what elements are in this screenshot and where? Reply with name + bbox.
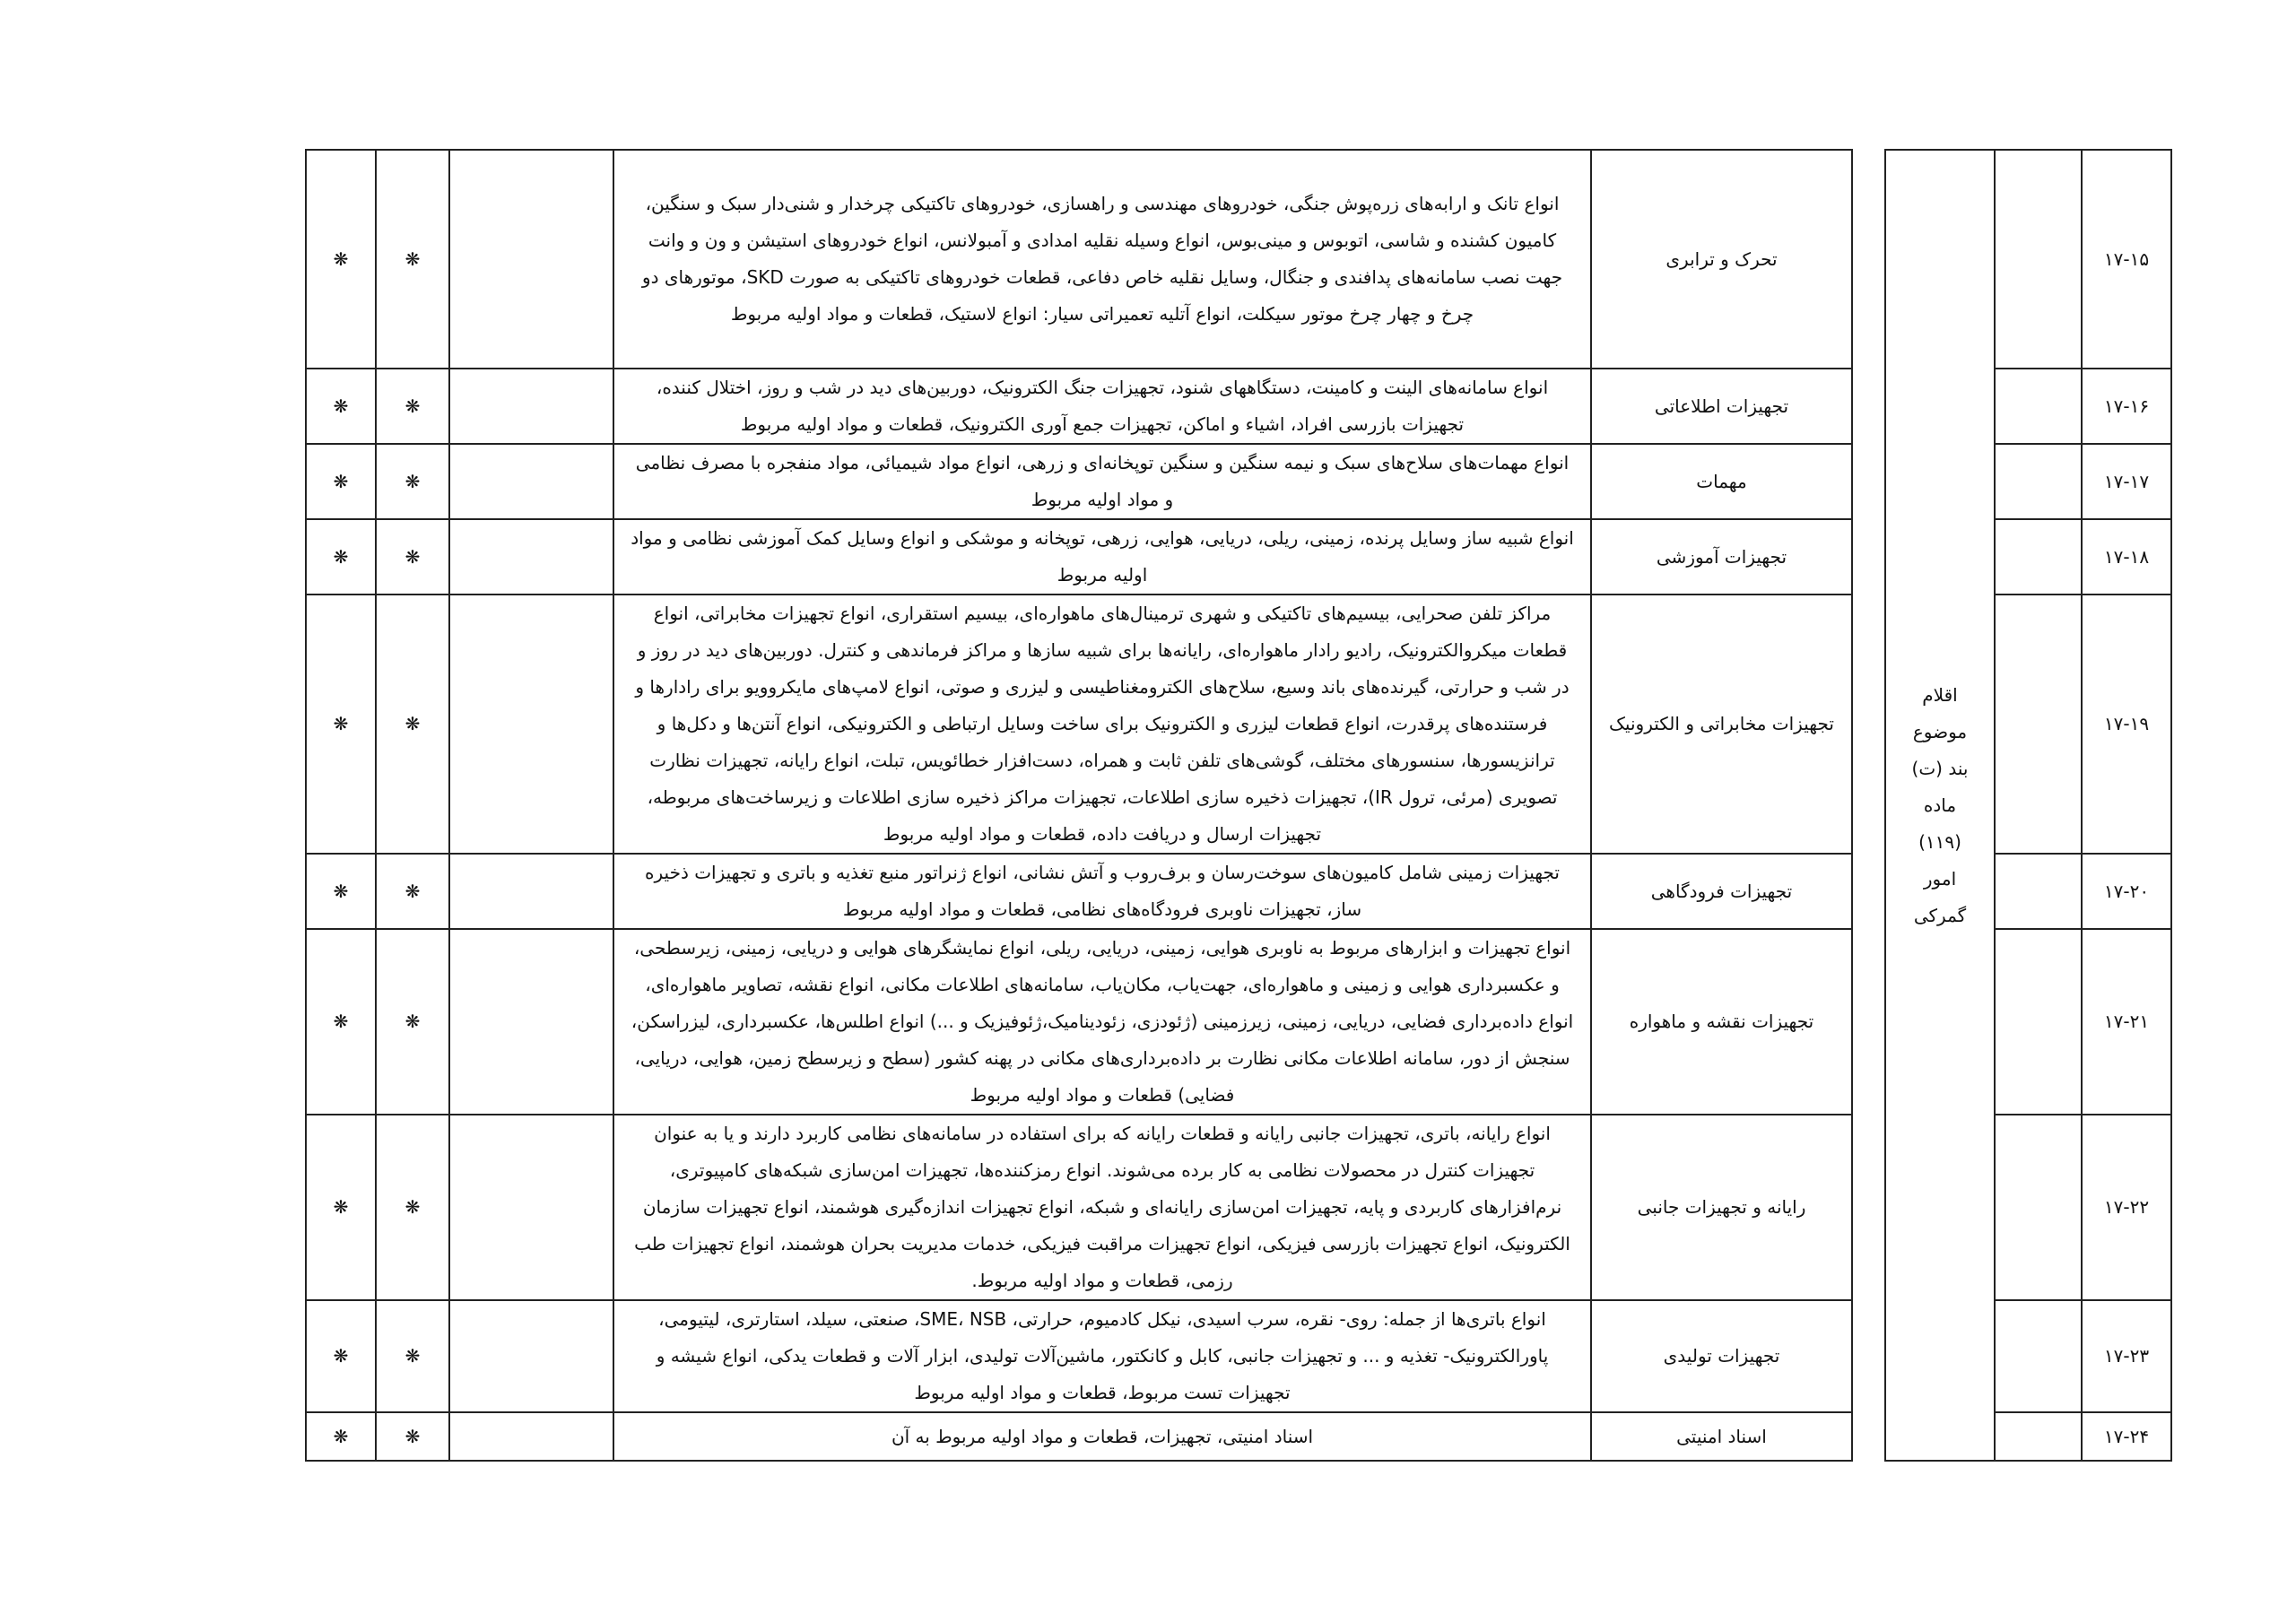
empty-cell bbox=[1995, 444, 2082, 519]
item-title: رایانه و تجهیزات جانبی bbox=[1591, 1115, 1852, 1300]
item-title: تجهیزات آموزشی bbox=[1591, 519, 1852, 595]
item-title: تجهیزات اطلاعاتی bbox=[1591, 369, 1852, 444]
star-mark: ❋ bbox=[306, 1115, 376, 1300]
star-mark: ❋ bbox=[376, 444, 449, 519]
star-mark: ❋ bbox=[306, 150, 376, 369]
empty-cell bbox=[1995, 519, 2082, 595]
star-mark: ❋ bbox=[376, 150, 449, 369]
empty-cell bbox=[449, 1412, 613, 1461]
item-description: تجهیزات زمینی شامل کامیون‌های سوخت‌رسان و برف‌روب و آتش نشانی، انواع ژنراتور منبع تغذیه و باتری و تجهیزات ذخیره ساز، تجهیزات ناوبری فرودگاه‌های نظامی، قطعات و مواد اولیه مربوط bbox=[613, 854, 1591, 929]
item-title: تحرک و ترابری bbox=[1591, 150, 1852, 369]
empty-cell bbox=[449, 1300, 613, 1412]
empty-cell bbox=[1995, 150, 2082, 369]
empty-cell bbox=[1995, 1412, 2082, 1461]
item-description: انواع رایانه، باتری، تجهیزات جانبی رایانه و قطعات رایانه که برای استفاده در سامانه‌های نظامی کاربرد دارند و یا به عنوان تجهیزات کنترل در محصولات نظامی به کار برده می‌شوند. انواع رمزکننده‌ها، تجهیزات امن‌سازی شبکه‌های کامپیوتری، نرم‌افزارهای کاربردی و پایه، تجهیزات امن‌سازی رایانه‌ای و شبکه، انواع تجهیزات اندازه‌گیری هوشمند، انواع تجهیزات سازمان الکترونیک، انواع تجهیزات بازرسی فیزیکی، انواع تجهیزات مراقبت فیزیکی، خدمات مدیریت بحران هوشمند، انواع تجهیزات طب رزمی، قطعات و مواد اولیه مربوط. bbox=[613, 1115, 1591, 1300]
item-title: تجهیزات تولیدی bbox=[1591, 1300, 1852, 1412]
star-mark: ❋ bbox=[306, 1412, 376, 1461]
item-description: اسناد امنیتی، تجهیزات، قطعات و مواد اولیه مربوط به آن bbox=[613, 1412, 1591, 1461]
item-description: انواع تانک و ارابه‌های زره‌پوش جنگی، خودروهای مهندسی و راهسازی، خودروهای تاکتیکی چرخدار و شنی‌دار سبک و سنگین، کامیون کشنده و شاسی، اتوبوس و مینی‌بوس، انواع وسیله نقلیه امدادی و آمبولانس، انواع خودروهای استیشن و ون و وانت جهت نصب سامانه‌های پدافندی و جنگال، وسایل نقلیه خاص دفاعی، قطعات خودروهای تاکتیکی به صورت SKD، موتورهای دو چرخ و چهار چرخ موتور سیکلت، انواع آتلیه تعمیراتی سیار: انواع لاستیک، قطعات و مواد اولیه مربوط bbox=[613, 150, 1591, 369]
star-mark: ❋ bbox=[306, 444, 376, 519]
empty-cell bbox=[1995, 369, 2082, 444]
empty-cell bbox=[449, 519, 613, 595]
empty-cell bbox=[449, 1115, 613, 1300]
row-number: ۱۷-۱۵ bbox=[2082, 150, 2171, 369]
row-number: ۱۷-۱۶ bbox=[2082, 369, 2171, 444]
star-mark: ❋ bbox=[376, 369, 449, 444]
item-title: اسناد امنیتی bbox=[1591, 1412, 1852, 1461]
row-number: ۱۷-۱۸ bbox=[2082, 519, 2171, 595]
star-mark: ❋ bbox=[306, 1300, 376, 1412]
row-number: ۱۷-۱۹ bbox=[2082, 595, 2171, 854]
empty-cell bbox=[449, 929, 613, 1115]
star-mark: ❋ bbox=[376, 1115, 449, 1300]
row-number: ۱۷-۱۷ bbox=[2082, 444, 2171, 519]
item-description: انواع تجهیزات و ابزارهای مربوط به ناوبری هوایی، زمینی، دریایی، ریلی، انواع نمایشگرهای هوایی و دریایی، زمینی، زیرسطحی، و عکسبرداری هوایی و زمینی و ماهواره‌ای، جهت‌یاب، مکان‌یاب، سامانه‌های اطلاعات مکانی، انواع نقشه، تصاویر ماهواره‌ای، انواع داده‌برداری فضایی، دریایی، زمینی، زیرزمینی (ژئودزی، زئودینامیک،ژئوفیزیک و ...) انواع اطلس‌ها، عکسبرداری، لیزراسکن، سنجش از دور، سامانه اطلاعات مکانی نظارت بر داده‌برداری‌های مکانی در پهنه کشور (سطح و زیرسطح زمین، هوایی، دریایی، فضایی) قطعات و مواد اولیه مربوط bbox=[613, 929, 1591, 1115]
empty-cell bbox=[449, 444, 613, 519]
items-table bbox=[305, 149, 2172, 1462]
item-description: انواع شبیه ساز وسایل پرنده، زمینی، ریلی، دریایی، هوایی، زرهی، توپخانه و موشکی و انواع وسایل کمک آموزشی نظامی و مواد اولیه مربوط bbox=[613, 519, 1591, 595]
item-title: تجهیزات نقشه و ماهواره bbox=[1591, 929, 1852, 1115]
row-number: ۱۷-۲۳ bbox=[2082, 1300, 2171, 1412]
empty-cell bbox=[1995, 595, 2082, 854]
star-mark: ❋ bbox=[306, 929, 376, 1115]
row-number: ۱۷-۲۴ bbox=[2082, 1412, 2171, 1461]
empty-cell bbox=[1995, 854, 2082, 929]
empty-cell bbox=[449, 369, 613, 444]
star-mark: ❋ bbox=[376, 595, 449, 854]
gap-column bbox=[1852, 150, 1885, 1461]
empty-cell bbox=[1995, 1300, 2082, 1412]
row-number: ۱۷-۲۲ bbox=[2082, 1115, 2171, 1300]
star-mark: ❋ bbox=[376, 854, 449, 929]
item-description: انواع مهمات‌های سلاح‌های سبک و نیمه سنگین و سنگین توپخانه‌ای و زرهی، انواع مواد شیمیائی، مواد منفجره با مصرف نظامی و مواد اولیه مربوط bbox=[613, 444, 1591, 519]
item-description: انواع سامانه‌های الینت و کامینت، دستگاههای شنود، تجهیزات جنگ الکترونیک، دوربین‌های دید در شب و روز، اختلال کننده، تجهیزات بازرسی افراد، اشیاء و اماکن، تجهیزات جمع آوری الکترونیک، قطعات و مواد اولیه مربوط bbox=[613, 369, 1591, 444]
star-mark: ❋ bbox=[306, 595, 376, 854]
star-mark: ❋ bbox=[306, 519, 376, 595]
star-mark: ❋ bbox=[376, 929, 449, 1115]
item-description: مراکز تلفن صحرایی، بیسیم‌های تاکتیکی و شهری ترمینال‌های ماهواره‌ای، بیسیم استقراری، انواع تجهیزات مخابراتی، انواع قطعات میکروالکترونیک، رادیو رادار ماهواره‌ای، رایانه‌ها برای شبیه سازها و مراکز فرماندهی و کنترل. دوربین‌های دید در روز و در شب و حرارتی، گیرنده‌های باند وسیع، سلاح‌های الکترومغناطیسی و لیزری و صوتی، انواع لامپ‌های مایکروویو برای رادارها و فرستنده‌های پرقدرت، انواع قطعات لیزری و الکترونیک برای ساخت وسایل ارتباطی و الکترونیکی، انواع آنتن‌ها و دکل‌ها و ترانزیسورها، سنسورهای مختلف، گوشی‌های تلفن ثابت و همراه، دست‌افزار خطائویس، تبلت، انواع رایانه، تجهیزات نظارت تصویری (مرئی، ترول IR)، تجهیزات ذخیره سازی اطلاعات، تجهیزات مراکز ذخیره سازی اطلاعات و زیرساخت‌های مربوطه، تجهیزات ارسال و دریافت داده، قطعات و مواد اولیه مربوط bbox=[613, 595, 1591, 854]
empty-cell bbox=[449, 595, 613, 854]
empty-cell bbox=[449, 854, 613, 929]
empty-cell bbox=[1995, 929, 2082, 1115]
item-title: تجهیزات فرودگاهی bbox=[1591, 854, 1852, 929]
star-mark: ❋ bbox=[376, 1300, 449, 1412]
table-row bbox=[306, 150, 2171, 369]
empty-cell bbox=[1995, 1115, 2082, 1300]
star-mark: ❋ bbox=[306, 369, 376, 444]
star-mark: ❋ bbox=[376, 519, 449, 595]
row-number: ۱۷-۲۰ bbox=[2082, 854, 2171, 929]
section-label: اقلام موضوع بند (ت) ماده (۱۱۹) امور گمرکی bbox=[1885, 150, 1995, 1461]
item-title: تجهیزات مخابراتی و الکترونیک bbox=[1591, 595, 1852, 854]
row-number: ۱۷-۲۱ bbox=[2082, 929, 2171, 1115]
item-description: انواع باتری‌ها از جمله: روی- نقره، سرب اسیدی، نیکل کادمیوم، حرارتی، SME، NSB، صنعتی، سیلد، استارتری، لیتیومی، پاورالکترونیک- تغذیه و ... و تجهیزات جانبی، کابل و کانکتور، ماشین‌آلات تولیدی، ابزار آلات و قطعات یدکی، انواع شیشه و تجهیزات تست مربوط، قطعات و مواد اولیه مربوط bbox=[613, 1300, 1591, 1412]
item-title: مهمات bbox=[1591, 444, 1852, 519]
star-mark: ❋ bbox=[306, 854, 376, 929]
empty-cell bbox=[449, 150, 613, 369]
star-mark: ❋ bbox=[376, 1412, 449, 1461]
